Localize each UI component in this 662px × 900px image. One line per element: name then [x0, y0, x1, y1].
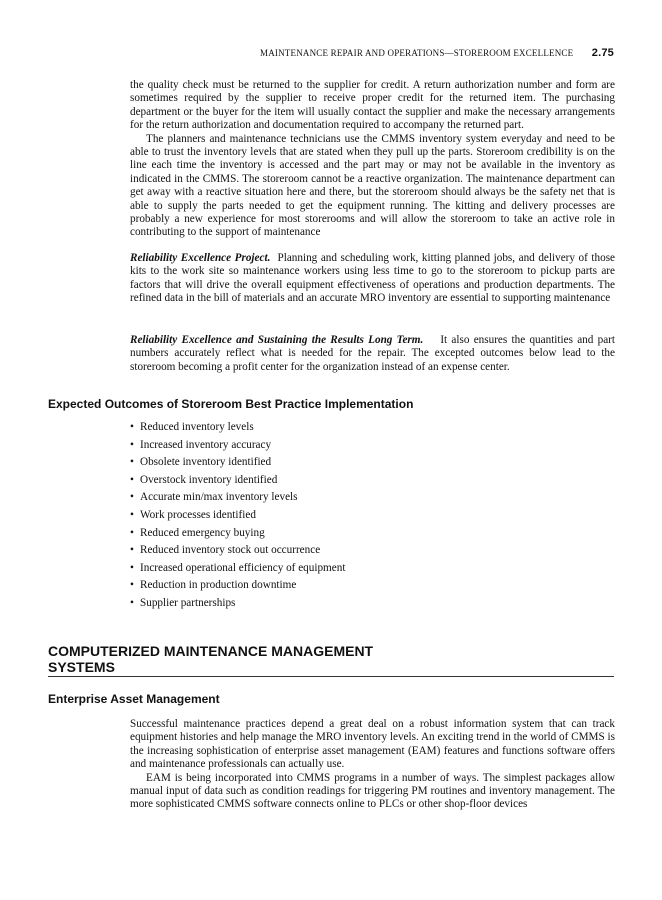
heading-expected-outcomes: Expected Outcomes of Storeroom Best Practice Implementation — [48, 397, 414, 411]
paragraph-return-credit: the quality check must be returned to the supplier for credit. A return authorization number and form are sometimes required by the supplier to receive proper credit for the returned item. The purchasing department or the buyer for the item will usually contact the supplier and make the necessary arrangements for the return authorization and documentation required to accompany the returned part. — [130, 79, 615, 132]
bullet-glyph: • — [130, 456, 134, 469]
bullet-glyph: • — [130, 491, 134, 504]
paragraph-eam-incorporation: EAM is being incorporated into CMMS programs in a number of ways. The simplest packages allow manual input of data such as condition readings for triggering PM routines and inventory management. The more sophisticated CMMS software connects online to PLCs or other shop-floor devices — [130, 771, 615, 811]
page-number: 2.75 — [591, 47, 614, 59]
list-item: • Reduction in production downtime — [130, 577, 345, 595]
paragraph-sustaining-text: It also ensures the quantities and part numbers accurately reflect what is needed for the repair. The excepted outcomes below lead to the storeroom becoming a profit center for the organization instead of an expense center. — [130, 334, 616, 373]
section-rule — [48, 676, 614, 677]
list-item: • Accurate min/max inventory levels — [130, 489, 345, 507]
list-item: • Increased operational efficiency of equipment — [130, 560, 345, 578]
runin-head-sustaining: Reliability Excellence and Sustaining the Results Long Term. — [130, 334, 424, 346]
list-item: • Supplier partnerships — [130, 595, 345, 613]
runin-head-project: Reliability Excellence Project. — [130, 252, 271, 264]
list-item: • Overstock inventory identified — [130, 472, 345, 490]
bullet-glyph: • — [130, 544, 134, 557]
bullet-glyph: • — [130, 438, 134, 451]
bullet-glyph: • — [130, 596, 134, 609]
paragraph-inventory-trust: The planners and maintenance technicians use the CMMS inventory system everyday and need to be able to trust the inventory levels that are stated when they pull up the parts. Storeroom credibility is on the line each time the inventory is accessed and the part may or may not be available in the inventory as indicated in the CMMS. The storeroom cannot be a reactive organization. The maintenance department can get away with a reactive situation here and there, but the storeroom should always be the safety net that is able to supply the parts needed to get the equipment running. The kitting and delivery processes are probably a new experience for most storerooms and will allow the storeroom to take an active role in contributing to the support of maintenance — [130, 132, 615, 239]
bullet-glyph: • — [130, 561, 134, 574]
body-text-eam — [130, 718, 615, 812]
list-item: • Reduced inventory stock out occurrence — [130, 542, 345, 560]
list-item: • Increased inventory accuracy — [130, 437, 345, 455]
bullet-glyph: • — [130, 526, 134, 539]
heading-cmms — [48, 643, 373, 675]
body-text-sustaining — [130, 334, 615, 374]
list-item: • Work processes identified — [130, 507, 345, 525]
heading-cmms-line2: SYSTEMS — [48, 659, 115, 675]
bullet-glyph: • — [130, 508, 134, 521]
list-item: • Reduced emergency buying — [130, 525, 345, 543]
body-text-top — [130, 79, 615, 240]
heading-enterprise-asset-management: Enterprise Asset Management — [48, 692, 220, 706]
bullet-glyph: • — [130, 579, 134, 592]
list-item: • Reduced inventory levels — [130, 419, 345, 437]
paragraph-eam-intro: Successful maintenance practices depend a great deal on a robust information system that can track equipment histories and help manage the MRO inventory levels. An exciting trend in the world of CMMS is the increasing sophistication of enterprise asset management (EAM) features and functions software offers and maintenance professionals can actually use. — [130, 718, 615, 771]
bullet-glyph: • — [130, 473, 134, 486]
heading-cmms-line1: COMPUTERIZED MAINTENANCE MANAGEMENT — [48, 643, 374, 659]
paragraph-project-text: Planning and scheduling work, kitting planned jobs, and delivery of those kits to the work site so maintenance workers using less time to go to the storeroom to pickup parts are factors that will drive the overall equipment effectiveness of operations and production departments. The refined data in the bill of materials and an accurate MRO inventory are essential to supporting maintenance — [130, 252, 616, 305]
paragraph-sustaining-results — [130, 334, 615, 374]
running-header — [130, 47, 614, 59]
outcomes-list — [130, 419, 345, 613]
body-text-project — [130, 252, 615, 306]
list-item: • Obsolete inventory identified — [130, 454, 345, 472]
paragraph-reliability-project — [130, 252, 615, 306]
bullet-glyph: • — [130, 421, 134, 433]
running-title: MAINTENANCE REPAIR AND OPERATIONS—STOREROOM EXCELLENCE — [260, 48, 574, 58]
